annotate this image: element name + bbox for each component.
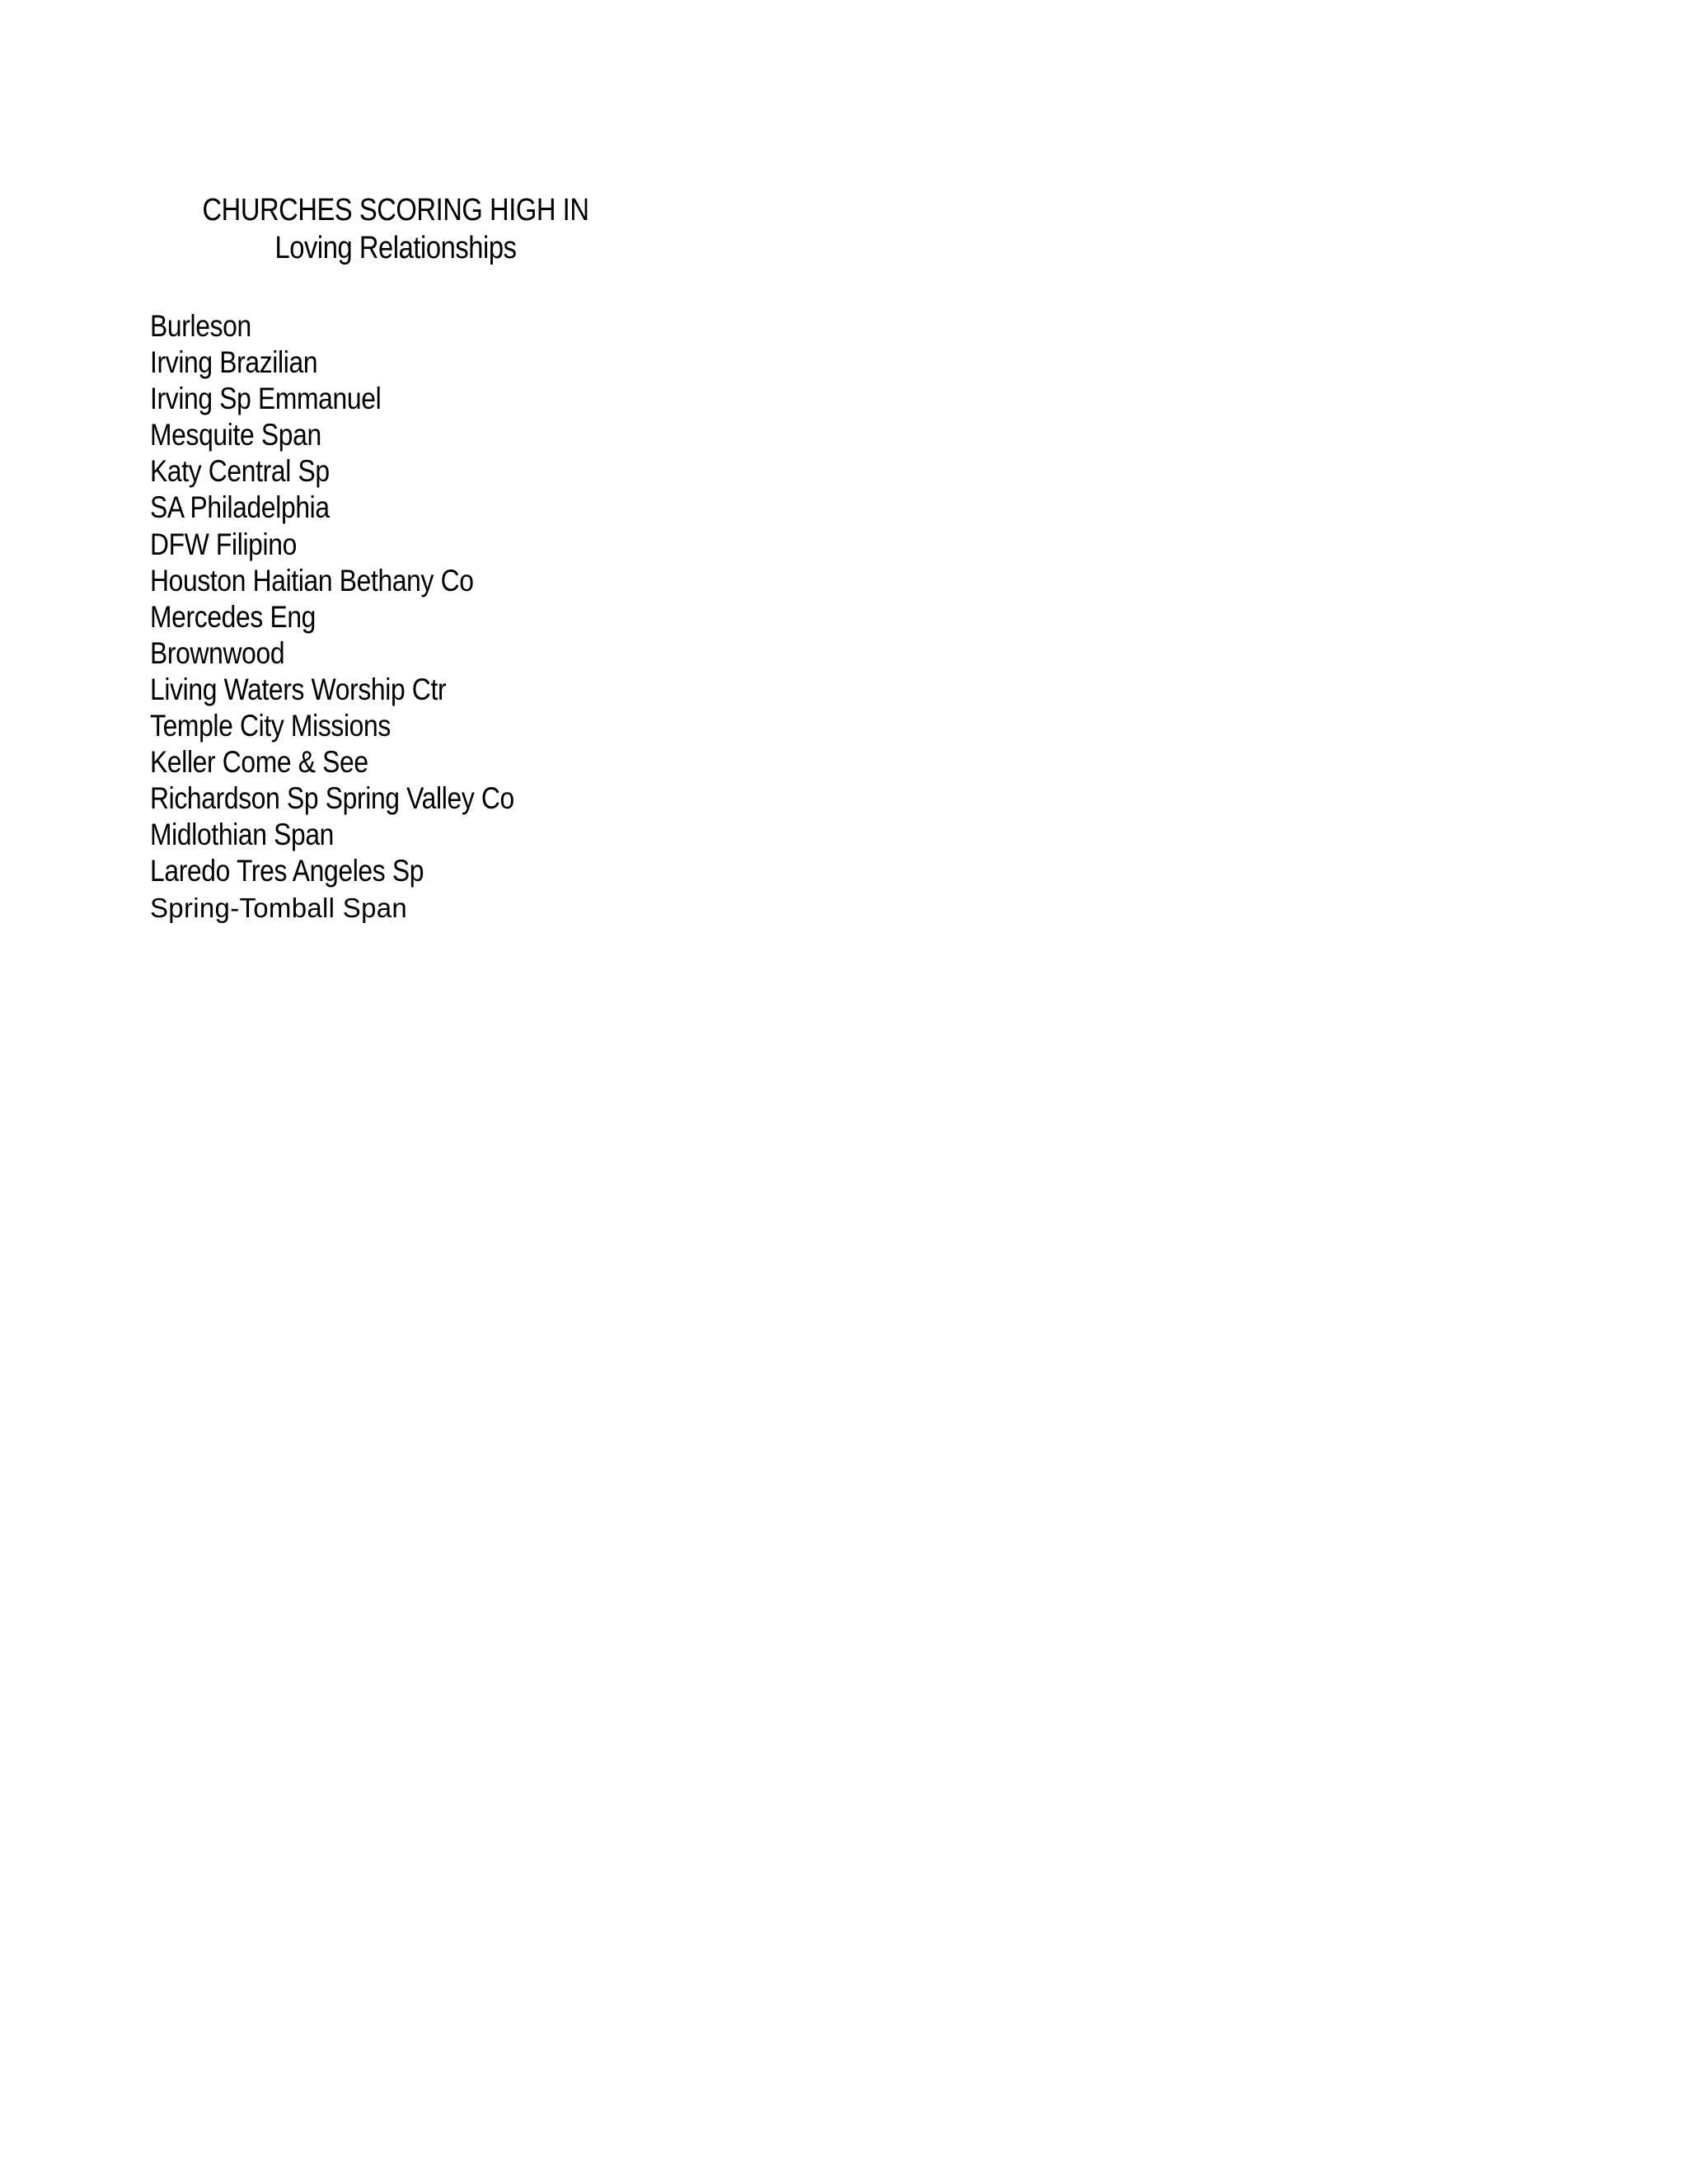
church-list-item: Temple City Missions xyxy=(150,709,391,743)
church-list-item: Irving Sp Emmanuel xyxy=(150,382,382,416)
church-list-item: Burleson xyxy=(150,309,251,343)
church-list-item: Mercedes Eng xyxy=(150,599,316,634)
church-list-item: Richardson Sp Spring Valley Co xyxy=(150,781,514,816)
church-list-item: Katy Central Sp xyxy=(150,454,330,489)
church-list-item: Living Waters Worship Ctr xyxy=(150,672,447,706)
church-list-item: Midlothian Span xyxy=(150,818,335,852)
church-list-item: Laredo Tres Angeles Sp xyxy=(150,854,424,888)
church-list-item: Keller Come & See xyxy=(150,745,368,780)
heading-subtitle: Loving Relationships xyxy=(274,231,517,265)
church-list-item: DFW Filipino xyxy=(150,527,297,561)
church-list-item: Irving Brazilian xyxy=(150,345,318,380)
church-list xyxy=(150,308,574,926)
church-list-item: Houston Haitian Bethany Co xyxy=(150,563,474,598)
church-list-item: Spring-Tomball Span xyxy=(150,892,408,923)
page-heading xyxy=(183,191,608,267)
church-list-item: SA Philadelphia xyxy=(150,490,330,525)
church-list-item: Mesquite Span xyxy=(150,418,321,452)
heading-title: CHURCHES SCORING HIGH IN xyxy=(202,193,589,227)
church-list-item: Brownwood xyxy=(150,635,285,670)
